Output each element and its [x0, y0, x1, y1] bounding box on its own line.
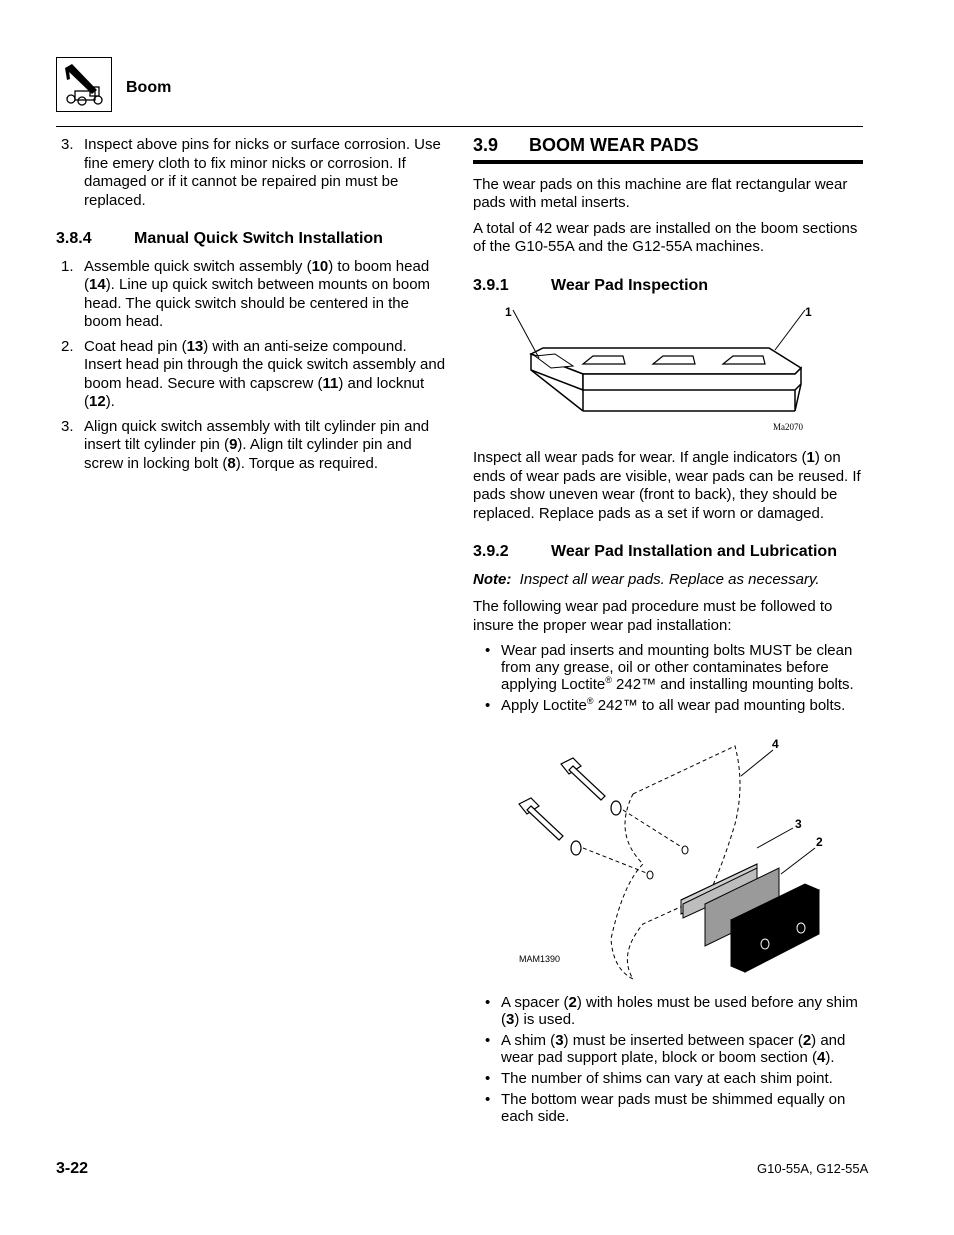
boom-section-logo	[56, 57, 112, 112]
section-title: Manual Quick Switch Installation	[134, 230, 383, 247]
bullet-icon: •	[485, 1070, 491, 1087]
boom-machine-icon	[57, 58, 111, 111]
step-text: ) to boom head (	[84, 257, 430, 293]
callout-number: 3	[506, 1011, 515, 1028]
list-item	[56, 338, 446, 412]
bullet-text: ).	[825, 1049, 835, 1066]
callout-number: 12	[89, 393, 106, 410]
intro-paragraph: A total of 42 wear pads are installed on the boom sections of the G10-55A and the G12-55A machines.	[473, 219, 858, 255]
quick-switch-steps	[56, 258, 446, 474]
step-text: Assemble quick switch assembly (	[84, 257, 312, 275]
section-number: 3.8.4	[56, 230, 92, 247]
bullet-text: The number of shims can vary at each shim point.	[501, 1070, 833, 1087]
bullet-text: ) and wear pad support plate, block or boom section (	[501, 1032, 846, 1066]
note-text: Inspect all wear pads. Replace as necessary.	[519, 570, 820, 588]
section-title: Wear Pad Inspection	[551, 276, 709, 294]
section-number: 3.9	[473, 135, 499, 155]
bullet-icon: •	[485, 697, 491, 714]
paragraph-text: ) on ends of wear pads are visible, wear pads can be reused. If pads show uneven wear (front to back), they should be replaced. Replace pads as a set if worn or damaged.	[473, 449, 861, 522]
section-number: 3.9.2	[473, 543, 509, 560]
step-number: 2.	[61, 337, 74, 355]
callout-number: 2	[802, 1032, 812, 1049]
callout-number: 9	[229, 436, 238, 453]
bullet-text: Apply Loctite	[501, 697, 587, 714]
list-item	[473, 1091, 863, 1125]
list-item	[473, 1032, 863, 1066]
step-number: 3.	[61, 136, 74, 153]
bullet-icon: •	[485, 1091, 491, 1108]
callout-label: 1	[805, 305, 812, 319]
left-column	[56, 136, 446, 479]
intro-paragraph: The wear pads on this machine are flat rectangular wear pads with metal inserts.	[473, 175, 848, 211]
step-number: 3.	[61, 417, 74, 435]
list-item	[56, 418, 446, 474]
step-text: ).	[105, 393, 115, 410]
list-item	[473, 1070, 863, 1087]
callout-label: 3	[795, 817, 802, 831]
pin-inspection-steps	[56, 136, 446, 210]
section-heading-3-9-2	[473, 543, 863, 562]
page-number: 3-22	[56, 1160, 89, 1177]
bullet-text: The bottom wear pads must be shimmed equally on each side.	[501, 1091, 846, 1125]
wear-pad-assembly-illustration	[473, 724, 863, 994]
bullet-icon: •	[485, 1032, 491, 1049]
step-text: ) with an anti-seize compound. Insert head pin through the quick switch assembly and boom head. Secure with capscrew (	[84, 337, 446, 392]
registered-mark: ®	[605, 675, 612, 685]
list-item	[56, 258, 446, 332]
callout-number: 11	[322, 374, 339, 392]
loctite-bullets	[473, 642, 863, 714]
shim-bullets	[473, 994, 863, 1125]
callout-label: 2	[816, 835, 823, 849]
step-text: Inspect above pins for nicks or surface corrosion. Use fine emery cloth to fix minor nicks or corrosion. If damaged or if it cannot be repaired pin must be replaced.	[84, 136, 441, 209]
bullet-text: A shim (	[501, 1032, 556, 1049]
wear-pad-figure	[473, 304, 863, 444]
bullet-icon: •	[485, 994, 491, 1011]
section-title: Wear Pad Installation and Lubrication	[551, 543, 837, 560]
model-numbers: G10-55A, G12-55A	[757, 1161, 869, 1176]
inspection-paragraph	[473, 449, 863, 523]
section-title: BOOM WEAR PADS	[529, 135, 699, 155]
wear-pad-illustration	[473, 304, 863, 444]
wear-pad-assembly-figure	[473, 724, 863, 994]
right-column	[473, 136, 863, 1129]
registered-mark: ®	[586, 696, 594, 706]
callout-number: 2	[568, 994, 577, 1011]
step-text: Coat head pin (	[84, 337, 187, 355]
list-item	[56, 136, 446, 210]
bullet-text: ) is used.	[514, 1011, 576, 1028]
step-text: ). Torque as required.	[235, 454, 379, 472]
bullet-text: ) with holes must be used before any shim (	[501, 994, 858, 1028]
header-divider	[56, 126, 863, 127]
bullet-text: 242™ and installing mounting bolts.	[611, 676, 854, 693]
step-text: ). Align tilt cylinder pin and screw in locking bolt (	[84, 436, 412, 472]
callout-number: 1	[806, 449, 815, 466]
list-item	[473, 642, 863, 693]
procedure-paragraph: The following wear pad procedure must be followed to insure the proper wear pad installation:	[473, 598, 833, 634]
bullet-text: 242™ to all wear pad mounting bolts.	[593, 697, 846, 714]
paragraph-text: Inspect all wear pads for wear. If angle indicators (	[473, 449, 807, 466]
bullet-icon: •	[485, 642, 491, 659]
bullet-text: Wear pad inserts and mounting bolts MUST be clean from any grease, oil or other contaminates before applying Loctite	[501, 642, 853, 693]
list-item	[473, 697, 863, 714]
note-label: Note:	[473, 570, 512, 588]
section-heading-3-9-1	[473, 277, 863, 296]
callout-number: 8	[227, 454, 236, 472]
callout-number: 14	[89, 276, 106, 293]
bullet-text: A spacer (	[501, 994, 569, 1011]
note	[473, 571, 863, 590]
header-title: Boom	[126, 79, 172, 96]
section-number: 3.9.1	[473, 276, 509, 294]
callout-number: 4	[817, 1049, 826, 1066]
step-number: 1.	[61, 257, 74, 275]
callout-number: 3	[555, 1032, 564, 1049]
step-text: Align quick switch assembly with tilt cylinder pin and insert tilt cylinder pin (	[84, 417, 430, 453]
step-text: ) and locknut (	[84, 374, 425, 410]
figure-code: MAM1390	[519, 954, 561, 964]
callout-label: 4	[772, 737, 779, 751]
callout-number: 13	[186, 337, 204, 355]
callout-number: 10	[311, 257, 329, 275]
bullet-text: ) must be inserted between spacer (	[563, 1032, 803, 1049]
section-heading-3-8-4	[56, 230, 446, 249]
figure-code: Ma2070	[773, 422, 803, 432]
callout-label: 1	[505, 305, 512, 319]
list-item	[473, 994, 863, 1028]
step-text: ). Line up quick switch between mounts on boom head. The quick switch should be centered in the boom head.	[84, 276, 431, 330]
section-heading-3-9	[473, 136, 863, 164]
